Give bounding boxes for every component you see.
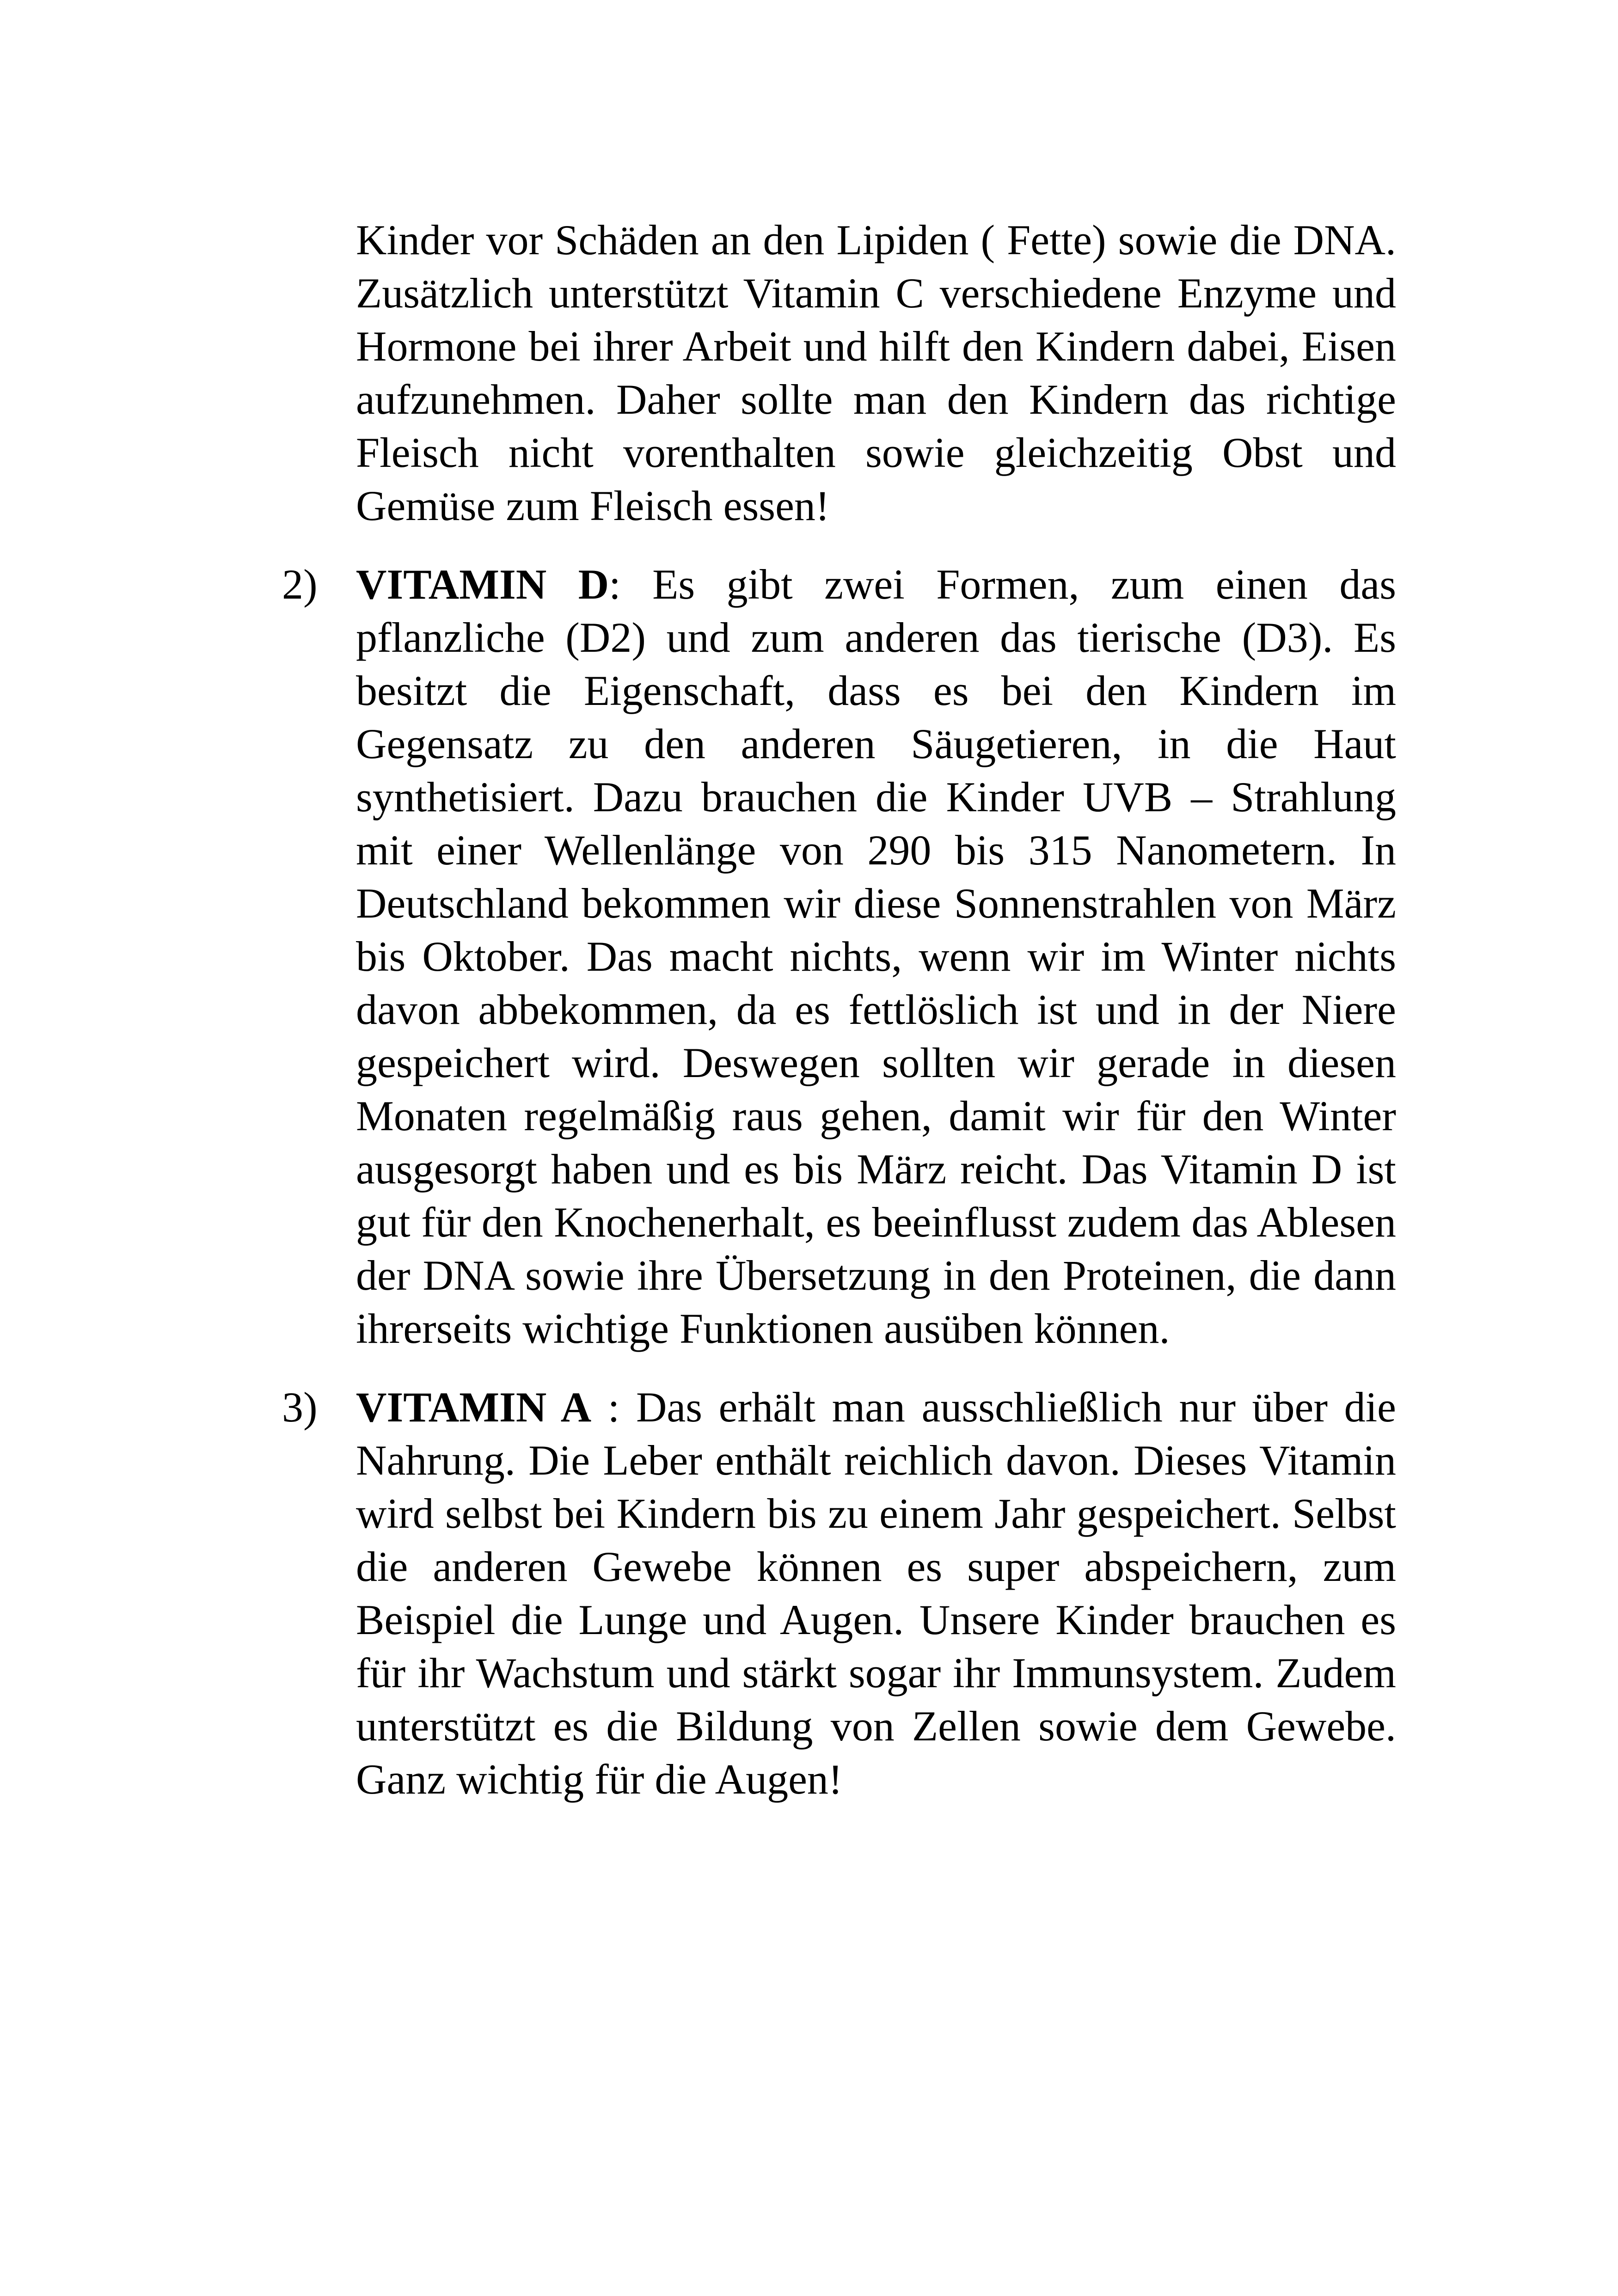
list-item-text: : Das erhält man ausschließlich nur über die Nahrung. Die Leber enthält reichlich davon. Dieses Vitamin wird selbst bei Kindern bis zu einem Jahr gespeichert. Selbst die anderen Gewebe können es super abspeichern, zum Beispiel die Lunge und Augen. Unsere Kinder brauchen es für ihr Wachstum und stärkt sogar ihr Immunsystem. Zudem unterstützt es die Bildung von Zellen sowie dem Gewebe. Ganz wichtig für die Augen! — [356, 1384, 1396, 1803]
list-item-paragraph — [356, 558, 1396, 1355]
intro-paragraph: Kinder vor Schäden an den Lipiden ( Fette) sowie die DNA. Zusätzlich unterstützt Vitamin C verschiedene Enzyme und Hormone bei ihrer Arbeit und hilft den Kindern dabei, Eisen aufzunehmen. Daher sollte man den Kindern das richtige Fleisch nicht vorenthalten sowie gleichzeitig Obst und Gemüse zum Fleisch essen! — [356, 216, 1396, 529]
document-body — [282, 214, 1396, 1806]
list-item-number: 3) — [282, 1384, 318, 1431]
list-item-heading: VITAMIN A — [356, 1384, 592, 1431]
list-item-heading: VITAMIN D — [356, 561, 609, 608]
list-item-vitamin-d — [282, 558, 1396, 1355]
list-item-vitamin-a — [282, 1381, 1396, 1806]
list-item-number: 2) — [282, 561, 318, 608]
list-item-text: : Es gibt zwei Formen, zum einen das pflanzliche (D2) und zum anderen das tierische (D3). Es besitzt die Eigenschaft, dass es bei den Kindern im Gegensatz zu den anderen Säugetieren, in die Haut synthetisiert. Dazu brauchen die Kinder UVB – Strahlung mit einer Wellenlänge von 290 bis 315 Nanometern. In Deutschland bekommen wir diese Sonnenstrahlen von März bis Oktober. Das macht nichts, wenn wir im Winter nichts davon abbekommen, da es fettlöslich ist und in der Niere gespeichert wird. Deswegen sollten wir gerade in diesen Monaten regelmäßig raus gehen, damit wir für den Winter ausgesorgt haben und es bis März reicht. Das Vitamin D ist gut für den Knochenerhalt, es beeinflusst zudem das Ablesen der DNA sowie ihre Übersetzung in den Proteinen, die dann ihrerseits wichtige Funktionen ausüben können. — [356, 561, 1396, 1352]
list-item-paragraph — [356, 1381, 1396, 1806]
